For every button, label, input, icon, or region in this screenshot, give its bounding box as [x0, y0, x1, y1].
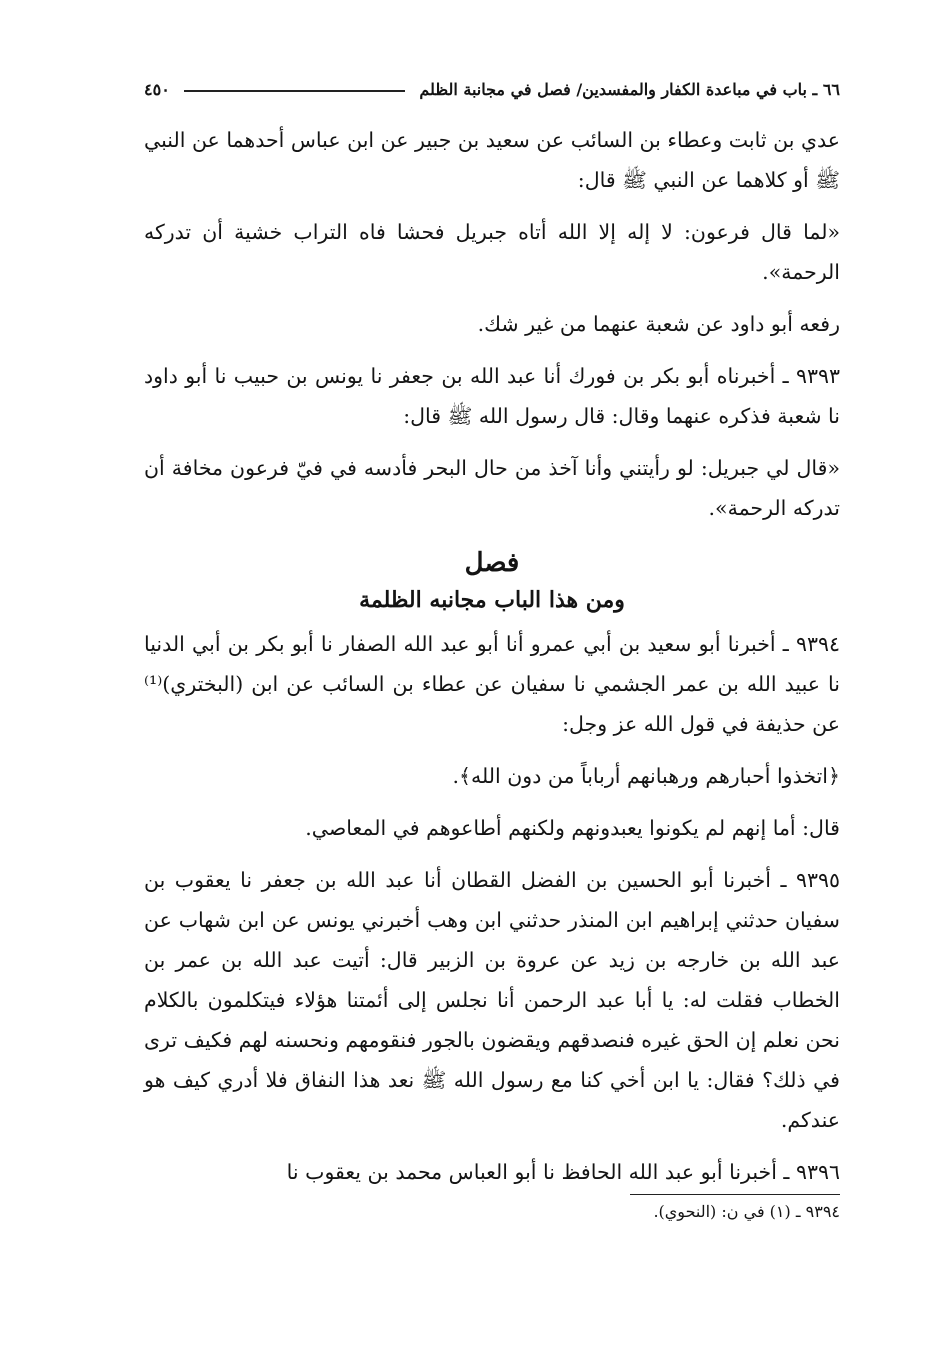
paragraph: «قال لي جبريل: لو رأيتني وأنا آخذ من حال البحر فأدسه في فيّ فرعون مخافة أن تدركه الرحمة». — [144, 456, 840, 520]
paragraph: ٩٣٩٤ ـ أخبرنا أبو سعيد بن أبي عمرو أنا أبو عبد الله الصفار نا أبو بكر بن أبي الدنيا نا عبيد الله بن عمر الجشمي نا سفيان عن عطاء بن السائب عن ابن (البختري)⁽¹⁾ عن حذيفة في قول الله عز وجل: — [144, 632, 840, 736]
paragraph: قال: أما إنهم لم يكونوا يعبدونهم ولكنهم أطاعوهم في المعاصي. — [305, 816, 840, 840]
paragraph: رفعه أبو داود عن شعبة عنهما من غير شك. — [477, 312, 840, 336]
paragraph: عدي بن ثابت وعطاء بن السائب عن سعيد بن جبير عن ابن عباس أحدهما عن النبي ﷺ أو كلاهما عن النبي ﷺ قال: — [144, 128, 840, 192]
paragraph: ٩٣٩٣ ـ أخبرناه أبو بكر بن فورك أنا عبد الله بن جعفر نا يونس بن حبيب نا أبو داود نا شعبة فذكره عنهما وقال: قال رسول الله ﷺ قال: — [144, 364, 840, 428]
paragraph: ٩٣٩٥ ـ أخبرنا أبو الحسين بن الفضل القطان أنا عبد الله بن جعفر نا يعقوب بن سفيان حدثني إبراهيم ابن المنذر حدثني ابن وهب أخبرني يونس عن ابن شهاب عن عبد الله بن خارجه بن زيد عن عروة بن الزبير قال: أتيت عبد الله بن عمر بن الخطاب فقلت له: يا أبا عبد الرحمن أنا نجلس إلى أئمتنا هؤلاء فيتكلمون بالكلام نحن نعلم إن الحق غيره فنصدقهم ويقضون بالجور فنقومهم ونحسنه لهم فكيف ترى في ذلك؟ فقال: يا ابن أخي كنا مع رسول الله ﷺ نعد هذا النفاق فلا أدري كيف هو عندكم. — [144, 868, 840, 1132]
section-heading: فصل — [464, 548, 520, 578]
footnote: ٩٣٩٤ ـ (١) في ن: (النحوي). — [653, 1202, 840, 1221]
paragraph: «لما قال فرعون: لا إله إلا الله أتاه جبريل فحشا فاه التراب خشية أن تدركه الرحمة». — [144, 220, 840, 284]
running-header — [144, 70, 840, 108]
footnote-rule — [630, 1194, 840, 1195]
book-page — [144, 70, 840, 1227]
paragraph: ﴿اتخذوا أحبارهم ورهبانهم أرباباً من دون الله﴾. — [452, 764, 840, 788]
paragraph: ٩٣٩٦ ـ أخبرنا أبو عبد الله الحافظ نا أبو العباس محمد بن يعقوب نا — [286, 1160, 840, 1184]
main-text — [144, 120, 840, 1227]
header-title: ٦٦ ـ باب في مباعدة الكفار والمفسدين/ فصل في مجانبة الظلم — [419, 79, 840, 99]
page-number: ٤٥٠ — [144, 79, 170, 99]
header-rule — [184, 90, 406, 92]
section-subheading: ومن هذا الباب مجانبه الظلمة — [359, 587, 625, 613]
